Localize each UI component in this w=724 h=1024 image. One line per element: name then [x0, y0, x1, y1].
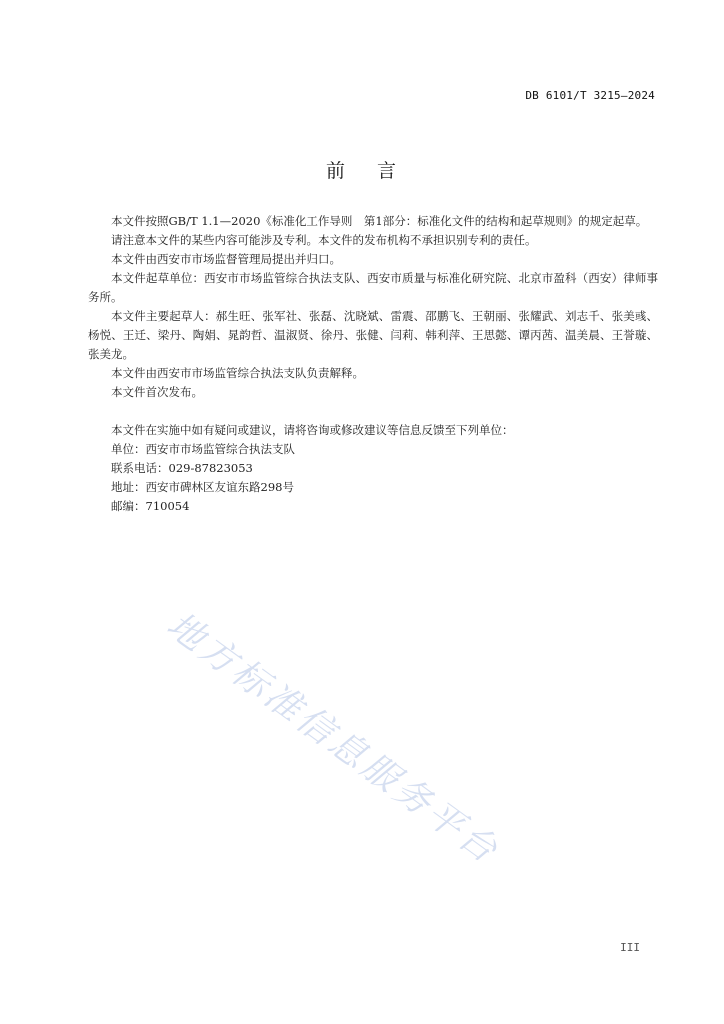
paragraph-drafters: 本文件主要起草人：郝生旺、张军社、张磊、沈晓斌、雷震、邵鹏飞、王朝丽、张耀武、刘志千、张美彧、杨悦、王迁、梁丹、陶娟、晁韵哲、温淑贤、徐丹、张健、闫莉、韩利萍、王思懿、谭丙茜、温美晨、王誉璇、张美龙。	[88, 309, 658, 361]
paragraph-proposer: 本文件由西安市市场监督管理局提出并归口。	[111, 252, 341, 266]
contact-unit: 单位：西安市市场监管综合执法支队	[111, 442, 295, 456]
paragraph-first-release: 本文件首次发布。	[111, 385, 203, 399]
paragraph-patent-notice: 请注意本文件的某些内容可能涉及专利。本文件的发布机构不承担识别专利的责任。	[111, 233, 537, 247]
document-body	[88, 212, 658, 516]
watermark: 地方标准信息服务平台	[159, 604, 507, 873]
paragraph-interpretation: 本文件由西安市市场监管综合执法支队负责解释。	[111, 366, 364, 380]
contact-postcode: 邮编：710054	[111, 499, 190, 513]
paragraph-drafting-units: 本文件起草单位：西安市市场监管综合执法支队、西安市质量与标准化研究院、北京市盈科（西安）律师事务所。	[88, 271, 658, 304]
page-number: III	[620, 941, 640, 954]
document-code: DB 6101/T 3215—2024	[525, 89, 655, 102]
title-part-1: 前	[325, 160, 347, 182]
contact-phone: 联系电话：029-87823053	[111, 461, 253, 475]
page-title	[0, 156, 724, 183]
contact-address: 地址：西安市碑林区友谊东路298号	[111, 480, 294, 494]
contact-intro: 本文件在实施中如有疑问或建议，请将咨询或修改建议等信息反馈至下列单位：	[111, 423, 514, 437]
paragraph-drafting-rules: 本文件按照GB/T 1.1—2020《标准化工作导则 第1部分：标准化文件的结构和起草规则》的规定起草。	[111, 214, 648, 228]
contact-block	[88, 421, 658, 516]
title-part-2: 言	[377, 160, 399, 182]
